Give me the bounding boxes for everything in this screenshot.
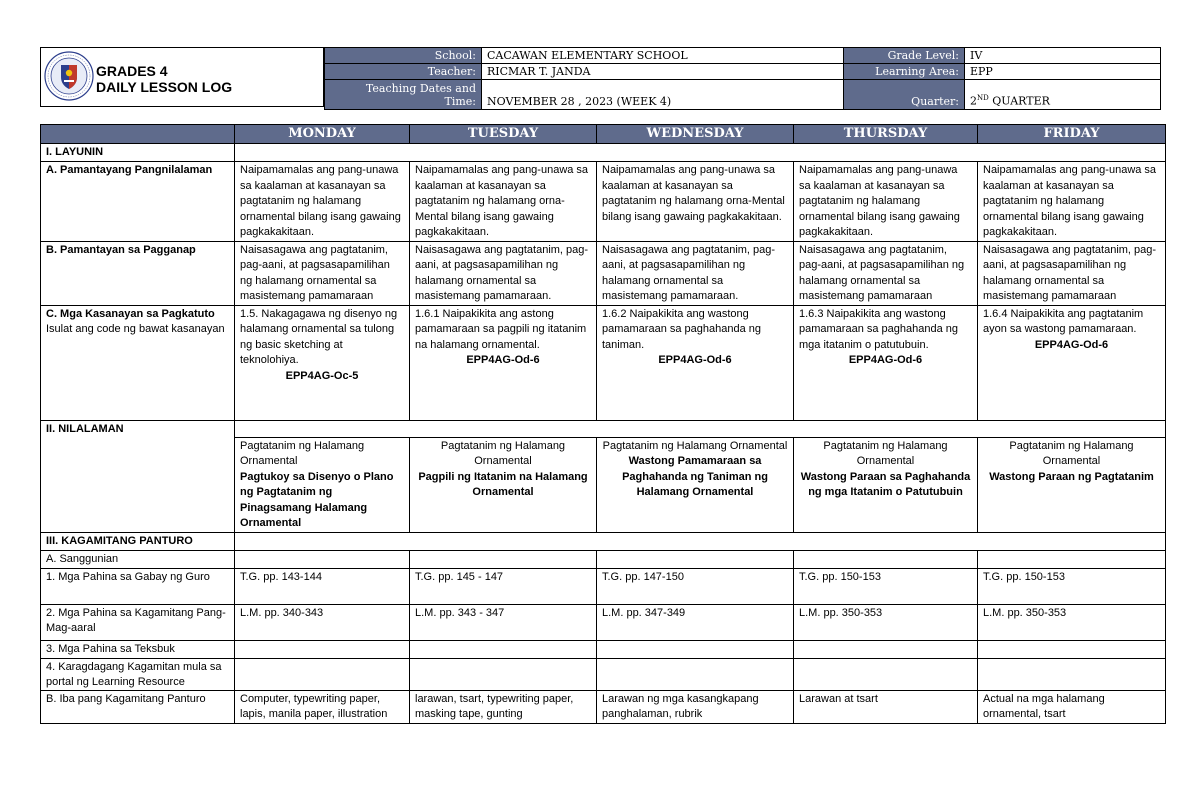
teaching-dates-value: NOVEMBER 28 , 2023 (WEEK 4) [482, 80, 844, 110]
lesson-log-table [40, 124, 1166, 724]
pamantayang-pangnilalaman-label: A. Pamantayang Pangnilalaman [41, 162, 235, 242]
day-header-blank [41, 125, 235, 144]
ks-friday [978, 305, 1166, 420]
ks-wednesday-code: EPP4AG-Od-6 [658, 354, 732, 366]
iba-label: B. Iba pang Kagamitang Panturo [41, 690, 235, 723]
ks-wednesday [597, 305, 794, 420]
lm-tuesday: L.M. pp. 343 - 347 [410, 604, 597, 640]
kr-friday [978, 658, 1166, 690]
grade-level-value: IV [965, 48, 1161, 64]
ib-tuesday: larawan, tsart, typewriting paper, masking tape, gunting [410, 690, 597, 723]
school-label: School: [325, 48, 482, 64]
teksbuk-label: 3. Mga Pahina sa Teksbuk [41, 640, 235, 658]
nl-friday [978, 437, 1166, 532]
pp-monday: Naipamamalas ang pang-unawa sa kaalaman at kasanayan sa pagtatanim ng halamang ornamental bilang isang gawaing pagkakakitaan. [235, 162, 410, 242]
iba-row [41, 690, 1166, 723]
tg-thursday: T.G. pp. 150-153 [794, 568, 978, 604]
quarter-text: QUARTER [988, 95, 1050, 108]
school-value: CACAWAN ELEMENTARY SCHOOL [482, 48, 844, 64]
deped-seal-icon [44, 51, 94, 101]
ib-monday: Computer, typewriting paper, lapis, manila paper, illustration [235, 690, 410, 723]
ib-thursday: Larawan at tsart [794, 690, 978, 723]
ks-friday-text: 1.6.4 Naipakikita ang pagtatanim ayon sa wastong pamamaraan. [983, 307, 1144, 335]
teaching-dates-label-2: Time: [444, 94, 476, 108]
kagamitan-blank [235, 532, 1166, 550]
teksbuk-row [41, 640, 1166, 658]
ks-monday-code: EPP4AG-Oc-5 [285, 369, 359, 382]
kasanayan-sublabel: Isulat ang code ng bawat kasanayan [46, 323, 225, 335]
tb-thursday [794, 640, 978, 658]
kagamitan-row [41, 532, 1166, 550]
kr-wednesday [597, 658, 794, 690]
tg-wednesday: T.G. pp. 147-150 [597, 568, 794, 604]
sg-monday [235, 550, 410, 568]
tb-tuesday [410, 640, 597, 658]
layunin-row [41, 144, 1166, 162]
kasanayan-label-cell [41, 305, 235, 420]
nl-friday-topic: Wastong Paraan ng Pagtatanim [989, 470, 1154, 483]
gabay-label: 1. Mga Pahina sa Gabay ng Guro [41, 568, 235, 604]
kr-thursday [794, 658, 978, 690]
nl-tuesday-topic: Pagpili ng Itatanim na Halamang Ornamental [418, 470, 588, 498]
sg-thursday [794, 550, 978, 568]
quarter-suffix: ND [977, 94, 989, 103]
grade-level-label: Grade Level: [844, 48, 965, 64]
lm-monday: L.M. pp. 340-343 [235, 604, 410, 640]
kasanayan-label: C. Mga Kasanayan sa Pagkatuto [46, 307, 215, 320]
ks-thursday-text: 1.6.3 Naipakikita ang wastong pamamaraan sa paghahanda ng mga itatanim o patutubuin. [799, 307, 959, 351]
ib-friday: Actual na mga halamang ornamental, tsart [978, 690, 1166, 723]
day-wednesday: WEDNESDAY [597, 125, 794, 144]
ib-wednesday: Larawan ng mga kasangkapang panghalaman, rubrik [597, 690, 794, 723]
karagdagan-label: 4. Karagdagang Kagamitan mula sa portal ng Learning Resource [41, 658, 235, 690]
kasanayan-row [41, 305, 1166, 420]
layunin-section: I. LAYUNIN [41, 144, 235, 162]
nilalaman-blank [235, 420, 1166, 437]
ks-thursday-code: EPP4AG-Od-6 [848, 354, 923, 366]
nl-wednesday [597, 437, 794, 532]
teaching-dates-label [325, 80, 482, 110]
ks-friday-code: EPP4AG-Od-6 [1034, 338, 1109, 351]
nl-wednesday-top: Pagtatanim ng Halamang Ornamental [602, 439, 788, 452]
nl-thursday [794, 437, 978, 532]
ks-tuesday-code: EPP4AG-Od-6 [466, 354, 540, 366]
kr-monday [235, 658, 410, 690]
lm-label: 2. Mga Pahina sa Kagamitang Pang-Mag-aaral [41, 604, 235, 640]
nl-thursday-top: Pagtatanim ng Halamang Ornamental [823, 439, 948, 467]
nl-monday-topic: Pagtukoy sa Disenyo o Plano ng Pagtatanim ng Pinagsamang Halamang Ornamental [240, 470, 394, 529]
tb-wednesday [597, 640, 794, 658]
pamantayang-pangnilalaman-row [41, 162, 1166, 242]
pg-friday: Naisasagawa ang pagtatanim, pag-aani, at pagsasapamilihan ng halamang ornamental sa masistemang pamamaraan [978, 241, 1166, 305]
title-grades: GRADES 4 [96, 63, 168, 79]
pp-thursday: Naipamamalas ang pang-unawa sa kaalaman at kasanayan sa pagtatanim ng halamang ornamental bilang isang gawaing pagkakakitaan. [794, 162, 978, 242]
teaching-dates-label-1: Teaching Dates and [365, 81, 476, 95]
learning-area-value: EPP [965, 64, 1161, 80]
day-monday: MONDAY [235, 125, 410, 144]
nl-monday-top: Pagtatanim ng Halamang Ornamental [240, 439, 365, 467]
layunin-blank [235, 144, 1166, 162]
lm-friday: L.M. pp. 350-353 [978, 604, 1166, 640]
tb-monday [235, 640, 410, 658]
header-info-table [324, 47, 1161, 110]
tg-tuesday: T.G. pp. 145 - 147 [410, 568, 597, 604]
pg-wednesday: Naisasagawa ang pagtatanim, pag-aani, at pagsasapamilihan ng halamang ornamental sa masistemang pamamaraan. [597, 241, 794, 305]
title-dll: DAILY LESSON LOG [96, 79, 233, 95]
kr-tuesday [410, 658, 597, 690]
ks-monday-text: 1.5. Nakagagawa ng disenyo ng halamang ornamental sa tulong ng basic sketching at teknolohiya. [240, 307, 398, 366]
day-tuesday: TUESDAY [410, 125, 597, 144]
sg-friday [978, 550, 1166, 568]
quarter-label: Quarter: [844, 80, 965, 110]
ks-thursday [794, 305, 978, 420]
day-header-row [41, 125, 1166, 144]
nl-monday [235, 437, 410, 532]
sanggunian-label: A. Sanggunian [41, 550, 235, 568]
nl-tuesday-top: Pagtatanim ng Halamang Ornamental [440, 439, 566, 467]
tb-friday [978, 640, 1166, 658]
nl-thursday-topic: Wastong Paraan sa Paghahanda ng mga Itatanim o Patutubuin [800, 470, 971, 498]
ks-monday [235, 305, 410, 420]
nl-tuesday [410, 437, 597, 532]
day-thursday: THURSDAY [794, 125, 978, 144]
nl-wednesday-topic: Wastong Pamamaraan sa Paghahanda ng Taniman ng Halamang Ornamental [622, 455, 768, 498]
pg-tuesday: Naisasagawa ang pagtatanim, pag-aani, at pagsasapamilihan ng halamang ornamental sa masistemang pamamaraan. [410, 241, 597, 305]
sg-tuesday [410, 550, 597, 568]
nl-friday-top: Pagtatanim ng Halamang Ornamental [1009, 439, 1134, 467]
learning-area-label: Learning Area: [844, 64, 965, 80]
pamantayan-pagganap-row [41, 241, 1166, 305]
quarter-number: 2 [970, 95, 977, 108]
pp-tuesday: Naipamamalas ang pang-unawa sa kaalaman at kasanayan sa pagtatanim ng halamang orna-Mental bilang isang gawaing pagkakakitaan. [410, 162, 597, 242]
sg-wednesday [597, 550, 794, 568]
nilalaman-section: II. NILALAMAN [41, 420, 235, 532]
lm-thursday: L.M. pp. 350-353 [794, 604, 978, 640]
quarter-value [965, 80, 1161, 110]
ks-tuesday-text: 1.6.1 Naipakikita ang astong pamamaraan sa pagpili ng itatanim na halamang ornamental. [415, 307, 587, 351]
pamantayan-pagganap-label: B. Pamantayan sa Pagganap [41, 241, 235, 305]
tg-monday: T.G. pp. 143-144 [235, 568, 410, 604]
pg-monday: Naisasagawa ang pagtatanim, pag-aani, at pagsasapamilihan ng halamang ornamental sa masistemang pamamaraan [235, 241, 410, 305]
lm-wednesday: L.M. pp. 347-349 [597, 604, 794, 640]
kagamitan-section: III. KAGAMITANG PANTURO [41, 532, 235, 550]
gabay-row [41, 568, 1166, 604]
header-title [96, 63, 232, 95]
ks-tuesday [410, 305, 597, 420]
day-friday: FRIDAY [978, 125, 1166, 144]
tg-friday: T.G. pp. 150-153 [978, 568, 1166, 604]
nilalaman-row [41, 420, 1166, 437]
ks-wednesday-text: 1.6.2 Naipakikita ang wastong pamamaraan sa paghahanda ng taniman. [602, 307, 762, 351]
pp-friday: Naipamamalas ang pang-unawa sa kaalaman at kasanayan sa pagtatanim ng halamang ornamental bilang isang gawaing pagkakakitaan. [978, 162, 1166, 242]
pg-thursday: Naisasagawa ang pagtatanim, pag-aani, at pagsasapamilihan ng halamang ornamental sa masistemang pamamaraan [794, 241, 978, 305]
lm-row [41, 604, 1166, 640]
pp-wednesday: Naipamamalas ang pang-unawa sa kaalaman at kasanayan sa pagtatanim ng halamang orna-Mental bilang isang gawaing pagkakakitaan. [597, 162, 794, 242]
teacher-value: RICMAR T. JANDA [482, 64, 844, 80]
teacher-label: Teacher: [325, 64, 482, 80]
karagdagan-row [41, 658, 1166, 690]
sanggunian-row [41, 550, 1166, 568]
header-title-box [40, 47, 324, 107]
